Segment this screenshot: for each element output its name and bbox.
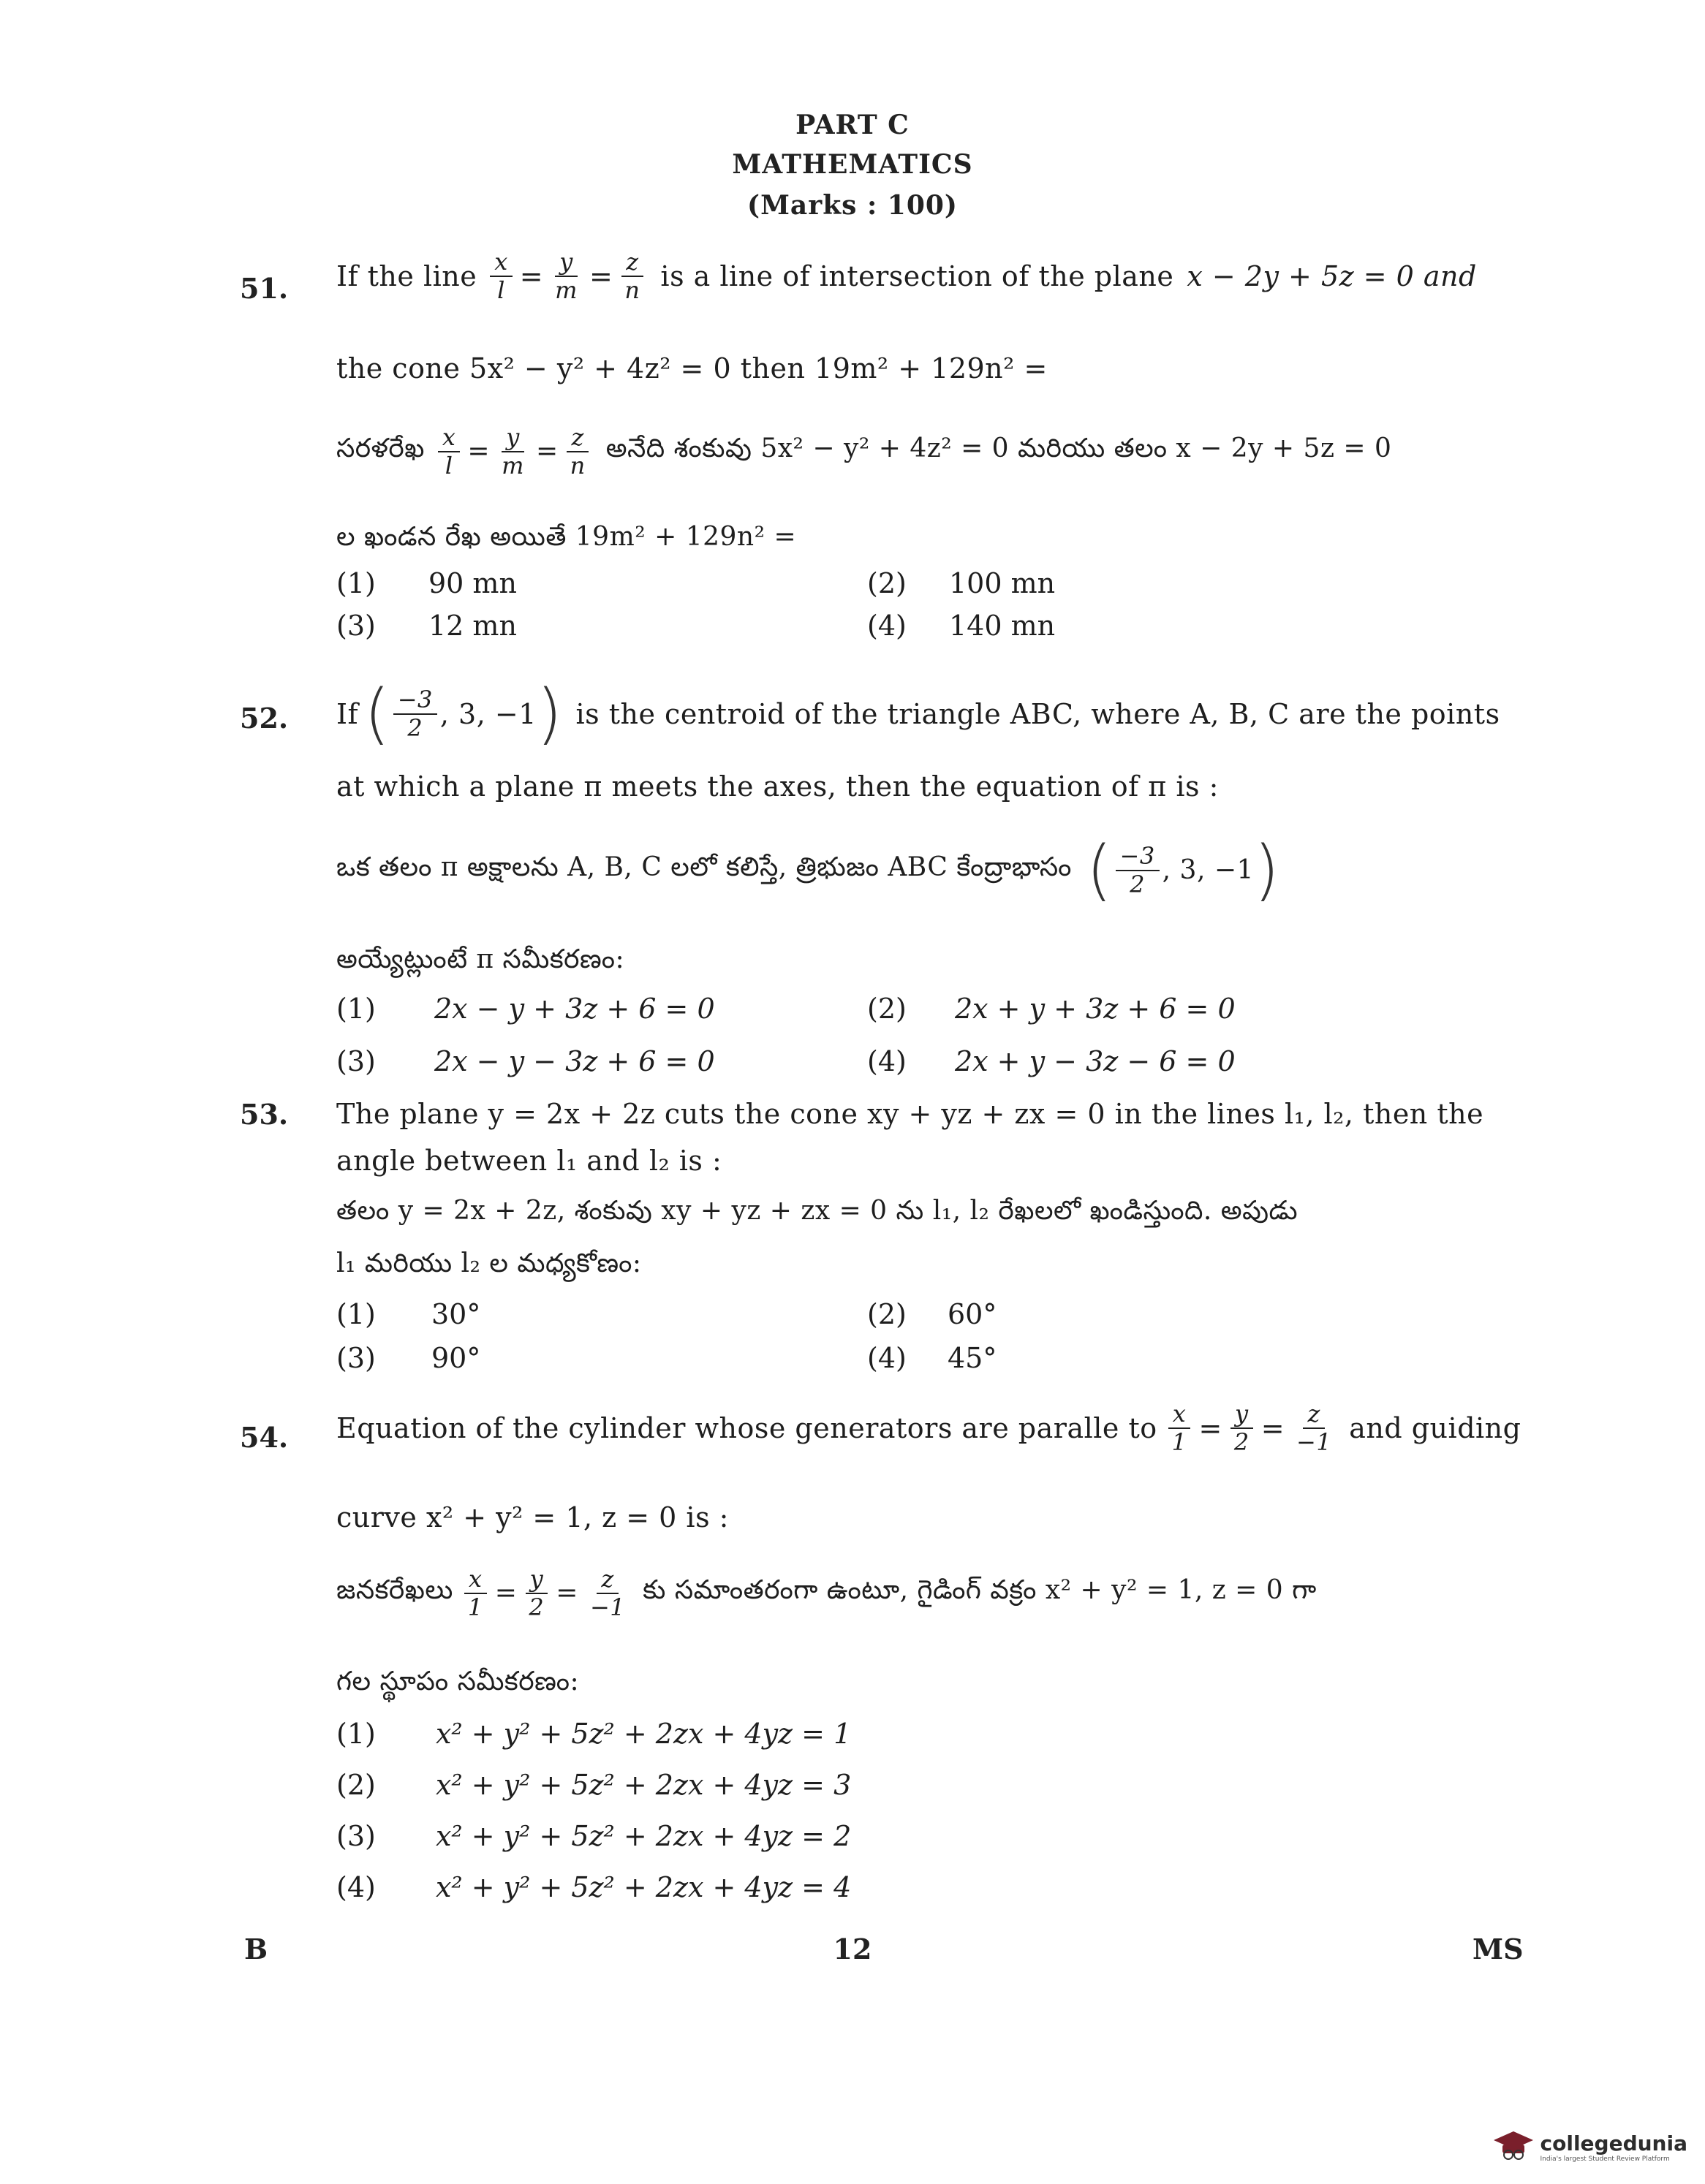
option-label: (2): [867, 1298, 907, 1330]
question-text: అనేది శంకువు 5x² − y² + 4z² = 0 మరియు తలం x − 2y + 5z = 0: [605, 433, 1392, 463]
fraction: $\frac{-3}{2}$: [1116, 843, 1160, 898]
option-value: x² + y² + 5z² + 2zx + 4yz = 3: [436, 1769, 852, 1801]
option-value: 100 mn: [949, 567, 1056, 599]
option-value: 2x + y − 3z − 6 = 0: [955, 1045, 1236, 1077]
option-value: 140 mn: [949, 610, 1056, 642]
option-value: 45°: [948, 1342, 997, 1374]
fraction: $\frac{x}{l}$: [438, 424, 461, 479]
option-label: (3): [336, 610, 376, 642]
question-text: Equation of the cylinder whose generators are paralle to: [336, 1411, 1157, 1444]
footer-paper-code: MS: [1472, 1933, 1524, 1965]
question-text: ఒక తలం π అక్షాలను A, B, C లలో కలిస్తే, త్రిభుజం ABC కేంద్రాభాసం: [336, 852, 1072, 882]
option-value: 90 mn: [428, 567, 517, 599]
question-text: is a line of intersection of the plane: [660, 259, 1174, 292]
question-number: 51.: [240, 272, 289, 305]
question-text-en: Equation of the cylinder whose generators are paralle to $\frac{x}{1}$ = $\frac{y}{2}$ = $\frac{z}{-1}$ and guiding: [336, 1400, 1521, 1456]
question-text: సరళరేఖ: [336, 433, 425, 463]
fraction: $\frac{z}{-1}$: [1296, 1400, 1332, 1456]
fraction: $\frac{y}{2}$: [524, 1566, 548, 1621]
question-text-en-line2: the cone 5x² − y² + 4z² = 0 then 19m² + 129n² =: [336, 352, 1048, 384]
option-label: (3): [336, 1820, 376, 1852]
option-label: (1): [336, 567, 376, 599]
option-value: 30°: [431, 1298, 481, 1330]
option-value: 90°: [431, 1342, 481, 1374]
question-text-en-line2: at which a plane π meets the axes, then the equation of π is :: [336, 770, 1219, 803]
option-label: (3): [336, 1342, 376, 1374]
option-label: (2): [867, 567, 907, 599]
question-text: x − 2y + 5z = 0 and: [1187, 259, 1477, 292]
point-coords: , 3, −1: [1162, 855, 1254, 885]
option-label: (2): [336, 1769, 376, 1801]
option-label: (4): [867, 1342, 907, 1374]
fraction: $\frac{z}{n}$: [566, 424, 590, 479]
fraction: $\frac{-3}{2}$: [393, 686, 437, 742]
question-text-te: జనకరేఖలు $\frac{x}{1}$ = $\frac{y}{2}$ = $\frac{z}{-1}$ కు సమాంతరంగా ఉంటూ, గైడింగ్ వక్రం x² + y² = 1, z = 0 గా: [336, 1565, 1317, 1621]
question-number: 52.: [240, 702, 289, 735]
option-value: 2x + y + 3z + 6 = 0: [955, 993, 1236, 1025]
question-text-en: If the line $\frac{x}{l}$ = $\frac{y}{m}$ = $\frac{z}{n}$ is a line of intersection of the plane x − 2y + 5z = 0 and: [336, 248, 1477, 304]
question-text-te: సరళరేఖ $\frac{x}{l}$ = $\frac{y}{m}$ = $\frac{z}{n}$ అనేది శంకువు 5x² − y² + 4z² = 0 మరియు తలం x − 2y + 5z = 0: [336, 423, 1392, 479]
option-value: x² + y² + 5z² + 2zx + 4yz = 2: [436, 1820, 852, 1852]
fraction: $\frac{y}{m}$: [555, 248, 578, 304]
option-value: 2x − y + 3z + 6 = 0: [434, 993, 715, 1025]
question-text: If: [336, 697, 359, 730]
fraction: $\frac{y}{2}$: [1230, 1400, 1254, 1456]
option-value: 2x − y − 3z + 6 = 0: [434, 1045, 715, 1077]
question-text: and guiding: [1349, 1411, 1521, 1444]
marks-label: (Marks : 100): [747, 190, 958, 221]
question-text-en: If ( $\frac{-3}{2}$ , 3, −1 ) is the centroid of the triangle ABC, where A, B, C are the points: [336, 675, 1500, 752]
question-text: If the line: [336, 259, 477, 292]
question-text-te-line2: ల ఖండన రేఖ అయితే 19m² + 129n² =: [336, 522, 797, 552]
option-value: x² + y² + 5z² + 2zx + 4yz = 1: [436, 1718, 852, 1750]
graduate-cap-icon: [1492, 2128, 1535, 2165]
question-text-en: The plane y = 2x + 2z cuts the cone xy + yz + zx = 0 in the lines l₁, l₂, then the: [336, 1098, 1484, 1130]
option-value: x² + y² + 5z² + 2zx + 4yz = 4: [436, 1871, 852, 1903]
fraction: $\frac{z}{-1}$: [589, 1565, 626, 1621]
question-text-te: తలం y = 2x + 2z, శంకువు xy + yz + zx = 0 ను l₁, l₂ రేఖలలో ఖండిస్తుంది. అపుడు: [336, 1196, 1298, 1226]
option-label: (1): [336, 1298, 376, 1330]
option-value: 12 mn: [428, 610, 517, 642]
fraction: $\frac{x}{1}$: [1168, 1400, 1192, 1456]
option-label: (4): [336, 1871, 376, 1903]
point-coords: , 3, −1: [439, 697, 537, 730]
option-label: (2): [867, 993, 907, 1025]
option-value: 60°: [948, 1298, 997, 1330]
option-label: (4): [867, 610, 907, 642]
question-text-te-line2: గల స్థూపం సమీకరణం:: [336, 1667, 580, 1696]
question-number: 53.: [240, 1098, 289, 1131]
question-text-te-line2: అయ్యేట్లుంటే π సమీకరణం:: [336, 944, 625, 974]
question-text: కు సమాంతరంగా ఉంటూ, గైడింగ్ వక్రం x² + y² = 1, z = 0 గా: [643, 1574, 1317, 1605]
question-text-te: ఒక తలం π అక్షాలను A, B, C లలో కలిస్తే, త్రిభుజం ABC కేంద్రాభాసం ( $\frac{-3}{2}$ , 3, −1 ): [336, 832, 1280, 909]
option-label: (3): [336, 1045, 376, 1077]
part-label: PART C: [795, 110, 910, 140]
page-number: 12: [833, 1933, 872, 1965]
question-text: జనకరేఖలు: [336, 1574, 453, 1605]
question-text-te-line2: l₁ మరియు l₂ ల మధ్యకోణం:: [336, 1248, 642, 1278]
subject-title: MATHEMATICS: [732, 149, 973, 180]
fraction: $\frac{y}{m}$: [502, 423, 524, 479]
option-label: (1): [336, 993, 376, 1025]
collegedunia-logo: [1492, 2128, 1687, 2165]
logo-tagline: India's largest Student Review Platform: [1540, 2155, 1670, 2163]
fraction: $\frac{x}{1}$: [464, 1566, 488, 1621]
option-label: (1): [336, 1718, 376, 1750]
question-text: is the centroid of the triangle ABC, where A, B, C are the points: [575, 697, 1500, 730]
question-text-en-line2: curve x² + y² = 1, z = 0 is :: [336, 1501, 729, 1533]
fraction: $\frac{x}{l}$: [490, 249, 513, 304]
question-text-en-line2: angle between l₁ and l₂ is :: [336, 1145, 722, 1177]
logo-name: collegedunia: [1540, 2131, 1687, 2155]
footer-set-code: B: [244, 1933, 268, 1965]
option-label: (4): [867, 1045, 907, 1077]
fraction: $\frac{z}{n}$: [620, 249, 644, 304]
question-number: 54.: [240, 1421, 289, 1454]
